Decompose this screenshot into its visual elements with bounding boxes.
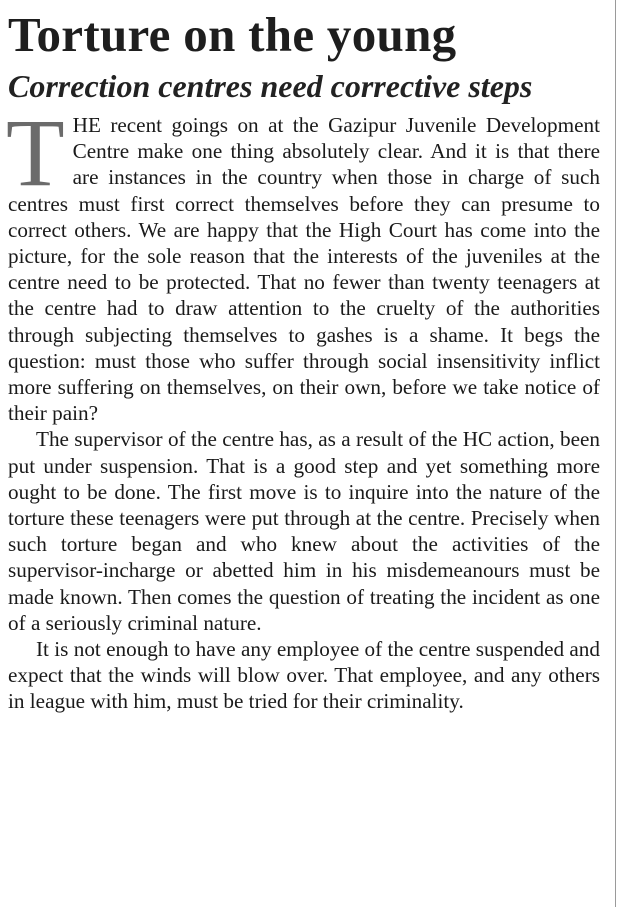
paragraph-1-text: HE recent goings on at the Gazipur Juvenile Development Centre make one thing absolutely clear. And it is that there are instances in the country when those in charge of such centres must first correct themselves before they can presume to correct others. We are happy that the High Court has come into the picture, for the sole reason that the interests of the juveniles at the centre need to be protected. That no fewer than twenty teenagers at the centre had to draw attention to the cruelty of the authorities through subjecting themselves to gashes is a shame. It begs the question: must those who suffer through social insensitivity inflict more suffering on themselves, on their own, before we take notice of their pain? [8, 113, 600, 426]
paragraph-2: The supervisor of the centre has, as a result of the HC action, been put under suspension. That is a good step and yet something more ought to be done. The first move is to inquire into the nature of the torture these teenagers were put through at the centre. Precisely when such torture began and who knew about the activities of the supervisor-incharge or abetted him in his misdemeanours must be made known. Then comes the question of treating the incident as one of a seriously criminal nature. [8, 427, 600, 635]
subheadline: Correction centres need corrective steps [8, 68, 533, 104]
paragraph-3: It is not enough to have any employee of the centre suspended and expect that the winds will blow over. That employee, and any others in league with him, must be tried for their criminality. [8, 637, 600, 714]
headline: Torture on the young [8, 7, 457, 62]
paragraph-1 [6, 99, 600, 426]
column-rule [615, 0, 616, 907]
editorial-article [8, 6, 600, 715]
drop-cap: T [6, 99, 65, 206]
article-body [6, 99, 600, 715]
